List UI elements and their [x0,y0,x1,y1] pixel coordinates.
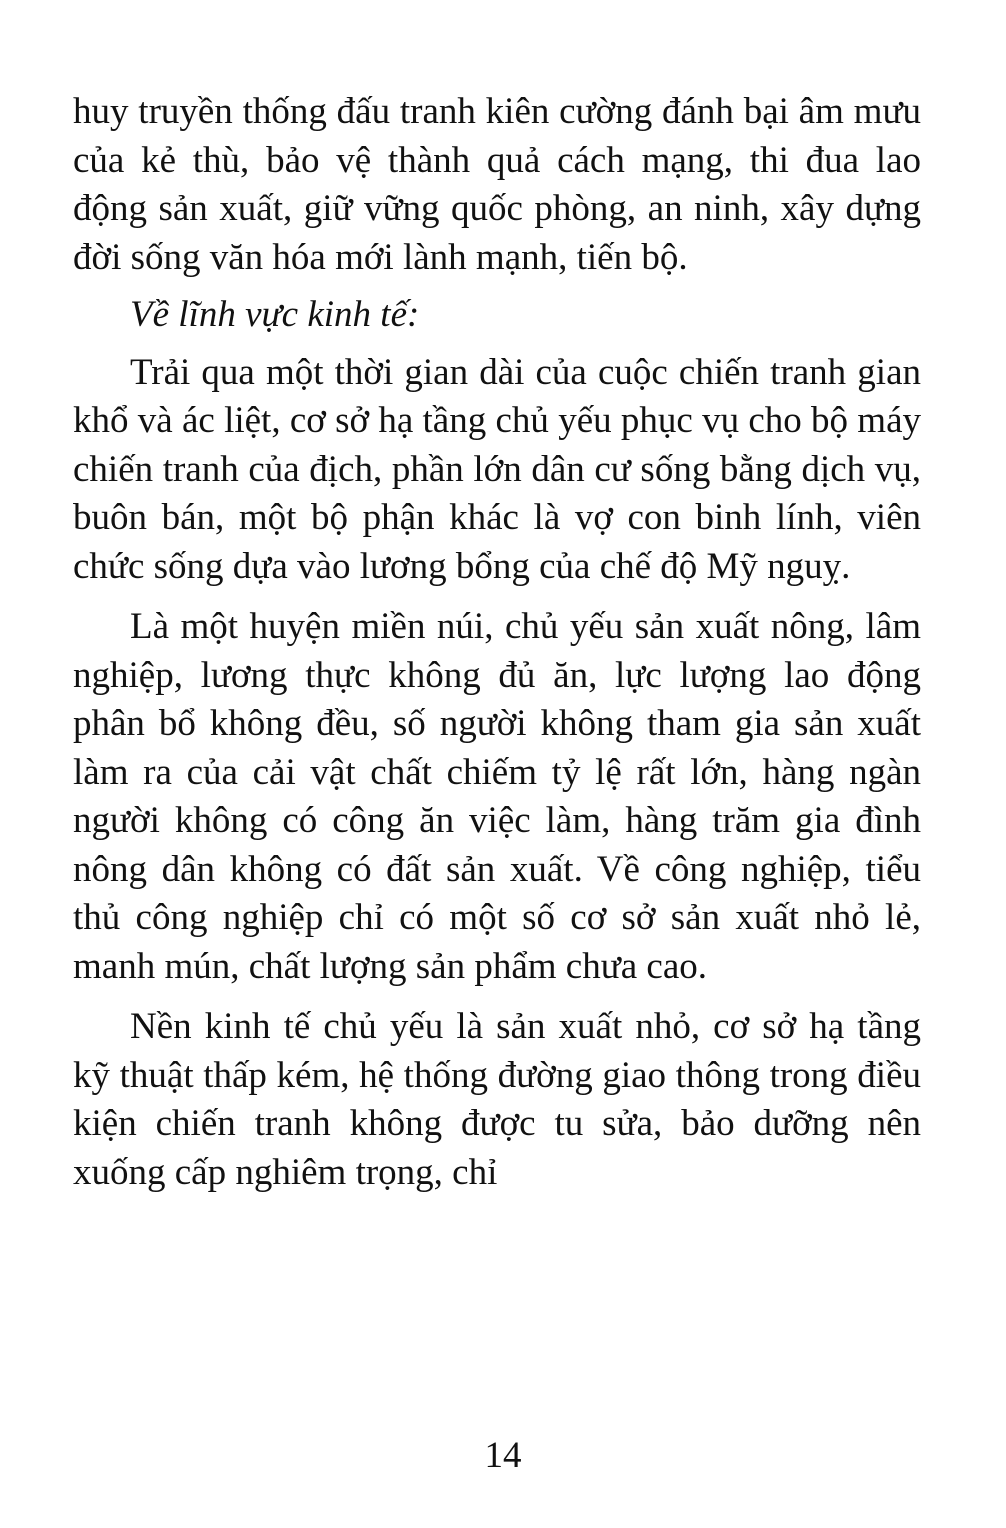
page-number: 14 [484,1435,522,1476]
paragraph-body: Là một huyện miền núi, chủ yếu sản xuất nông, lâm nghiệp, lương thực không đủ ăn, lực lượng lao động phân bổ không đều, số người không tham gia sản xuất làm ra của cải vật chất chiếm tỷ lệ rất lớn, hàng ngàn người không có công ăn việc làm, hàng trăm gia đình nông dân không có đất sản xuất. Về công nghiệp, tiểu thủ công nghiệp chỉ có một số cơ sở sản xuất nhỏ lẻ, manh mún, chất lượng sản phẩm chưa cao. [73,606,921,987]
paragraph-body: Trải qua một thời gian dài của cuộc chiến tranh gian khổ và ác liệt, cơ sở hạ tầng chủ yếu phục vụ cho bộ máy chiến tranh của địch, phần lớn dân cư sống bằng dịch vụ, buôn bán, một bộ phận khác là vợ con binh lính, viên chức sống dựa vào lương bổng của chế độ Mỹ nguỵ. [73,351,921,587]
paragraph-body: Nền kinh tế chủ yếu là sản xuất nhỏ, cơ sở hạ tầng kỹ thuật thấp kém, hệ thống đường giao thông trong điều kiện chiến tranh không được tu sửa, bảo dưỡng nên xuống cấp nghiêm trọng, chỉ [73,1006,921,1193]
page-body [73,88,921,1197]
section-heading: Về lĩnh vực kinh tế: [130,294,420,335]
paragraph-continuation: huy truyền thống đấu tranh kiên cường đánh bại âm mưu của kẻ thù, bảo vệ thành quả cách mạng, thi đua lao động sản xuất, giữ vững quốc phòng, an ninh, xây dựng đời sống văn hóa mới lành mạnh, tiến bộ. [73,91,921,278]
